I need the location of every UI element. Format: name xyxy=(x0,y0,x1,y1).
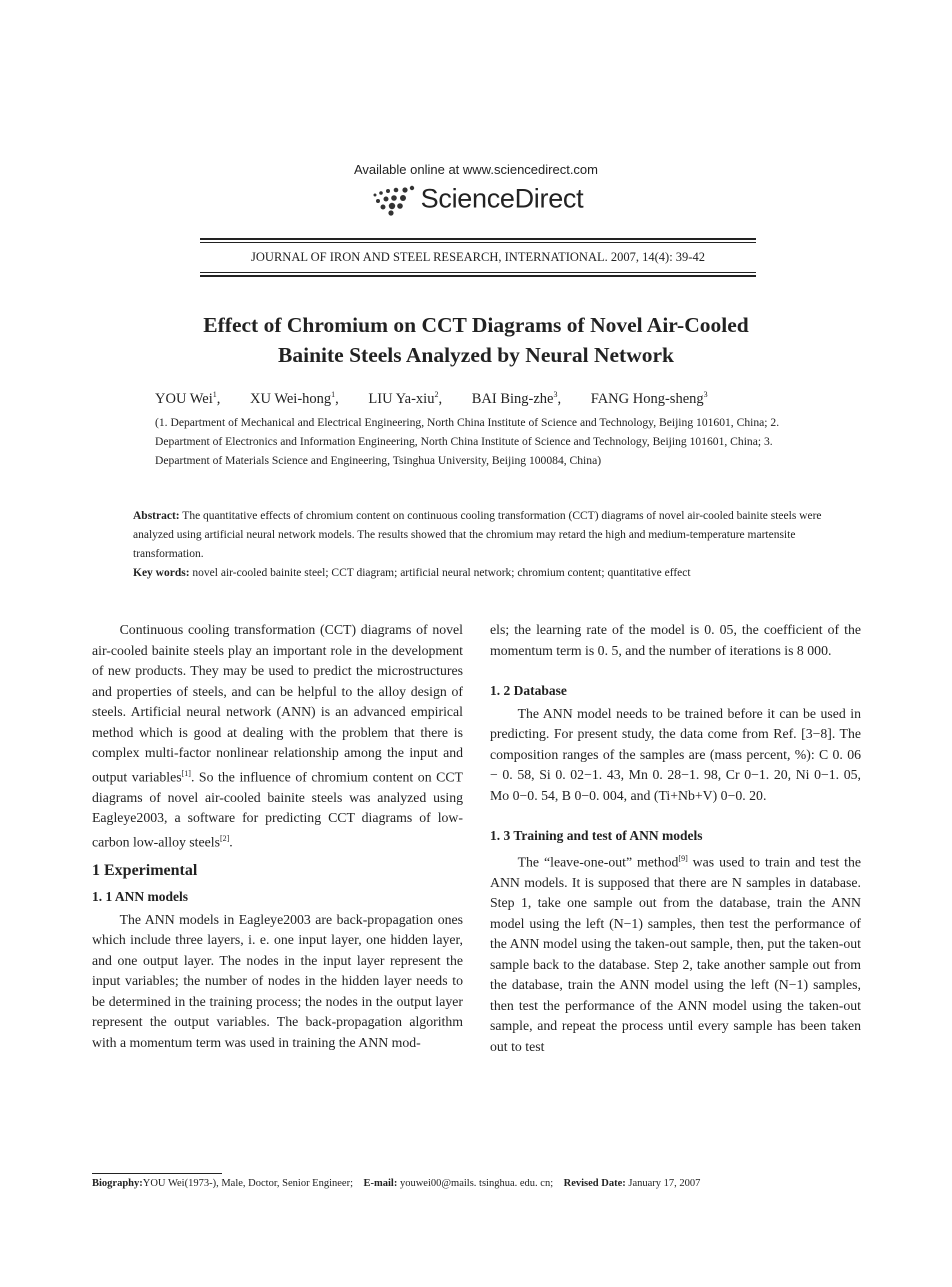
author: LIU Ya-xiu$^2$, xyxy=(368,390,443,407)
sciencedirect-logo xyxy=(0,182,952,216)
header-rule-top xyxy=(200,238,756,240)
author: FANG Hong-sheng$^3$ xyxy=(590,390,708,407)
subsection-heading-training: 1. 3 Training and test of ANN models xyxy=(490,828,703,843)
revised-date-text: January 17, 2007 xyxy=(628,1178,701,1189)
article-title xyxy=(0,310,952,370)
email-text: youwei00@mails. tsinghua. edu. cn; xyxy=(399,1178,554,1189)
title-line-1: Effect of Chromium on CCT Diagrams of Novel Air-Cooled xyxy=(203,313,749,337)
database-paragraph: The ANN model needs to be trained before it can be used in predicting. For present study, the data come from Ref. [3−8]. The composition ranges of the samples are (mass percent, %): C 0. 06 − 0. 58, Si 0. 02−1. 43, Mn 0. 28−1. 98, Cr 0−1. 20, Ni 0−1. 05, Mo 0−0. 54, B 0−0. 004, and (Ti+Nb+V) 0−0. 20. xyxy=(490,705,861,803)
section-heading-experimental: 1 Experimental xyxy=(92,861,198,879)
abstract-label: Abstract: xyxy=(133,510,180,522)
revised-date-label: Revised Date: xyxy=(563,1178,626,1189)
sciencedirect-dots-icon xyxy=(369,182,417,216)
subsection-heading-database: 1. 2 Database xyxy=(490,683,567,698)
footnote-rule xyxy=(92,1173,222,1174)
keywords-label: Key words: xyxy=(133,567,190,579)
abstract-text: The quantitative effects of chromium content on continuous cooling transformation (CCT) diagrams of novel air-cooled bainite steels were analyzed using artificial neural network models. The results showed that the chromium may retard the high and medium-temperature martensite transformation. xyxy=(133,510,822,560)
subsection-heading-ann-models: 1. 1 ANN models xyxy=(92,889,189,905)
title-line-2: Bainite Steels Analyzed by Neural Network xyxy=(278,343,674,367)
training-paragraph: The “leave-one-out” method[9] was used to train and test the ANN models. It is supposed that there are N samples in database. Step 1, take one sample out from the database, train the ANN model using the left (N−1) samples, then test the performance of the ANN model using the taken-out sample, then, put the taken-out sample back to the database. Step 2, take another sample out from the database, train the ANN model using the left (N−1) samples, then test the performance of the ANN model using the taken-out sample, and repeat the process until every sample has been taken out to test xyxy=(490,853,862,1054)
biography-text: YOU Wei(1973-), Male, Doctor, Senior Engineer; xyxy=(142,1178,354,1189)
ann-models-paragraph-cont: els; the learning rate of the model is 0. 05, the coefficient of the momentum term is 0. 5, and the number of iterations is 8 000. xyxy=(490,622,861,658)
left-column xyxy=(92,620,463,1053)
header-rule-bottom-thin xyxy=(200,272,756,273)
keywords xyxy=(133,564,823,583)
abstract xyxy=(133,507,823,564)
journal-citation: JOURNAL OF IRON AND STEEL RESEARCH, INTERNATIONAL. 2007, 14(4): 39-42 xyxy=(251,250,705,264)
ann-models-paragraph: The ANN models in Eagleye2003 are back-propagation ones which include three layers, i. e. one input layer, one hidden layer, and one output layer. The nodes in the input layer represent the input variables; the number of nodes in the hidden layer needs to be determined in the training process; the nodes in the output layer represent the output variables. The back-propagation algorithm with a momentum term was used in training the ANN mod- xyxy=(92,911,463,1050)
abstract-block xyxy=(133,507,823,583)
biography-label: Biography: xyxy=(92,1178,143,1189)
author: YOU Wei$^1$, xyxy=(155,390,221,407)
footnote xyxy=(92,1178,872,1189)
sciencedirect-logo-text: ScienceDirect xyxy=(420,183,584,214)
available-online-notice: Available online at www.sciencedirect.com xyxy=(354,162,598,177)
keywords-text: novel air-cooled bainite steel; CCT diagram; artificial neural network; chromium content; quantitative effect xyxy=(189,567,691,579)
author-list xyxy=(155,390,734,408)
email-label: E-mail: xyxy=(363,1178,398,1189)
author: BAI Bing-zhe$^3$, xyxy=(471,390,562,407)
header-rule-bottom xyxy=(200,275,756,277)
author: XU Wei-hong$^1$, xyxy=(250,390,339,407)
intro-paragraph: Continuous cooling transformation (CCT) diagrams of novel air-cooled bainite steels play an important role in the development of new products. They may be used to predict the microstructures and properties of steels, and can be helpful to the alloy design of steels. Artificial neural network (ANN) is an advanced empirical method which is good at dealing with the problem that there is complex multi-factor nonlinear relationship among the input and output variables[1]. So the influence of chromium content on CCT diagrams of novel air-cooled bainite steels was analyzed using Eagleye2003, a software for predicting CCT diagrams of low-carbon low-alloy steels[2]. xyxy=(92,622,463,850)
right-column xyxy=(490,620,861,1057)
affiliations: (1. Department of Mechanical and Electrical Engineering, North China Institute of Science and Technology, Beijing 101601, China; 2. Department of Electronics and Information Engineering, North China Institute of Science and Technology, Beijing 101601, China; 3. Department of Materials Science and Engineering, Tsinghua University, Beijing 100084, China) xyxy=(155,416,780,467)
header-rule-top-thin xyxy=(200,242,756,243)
